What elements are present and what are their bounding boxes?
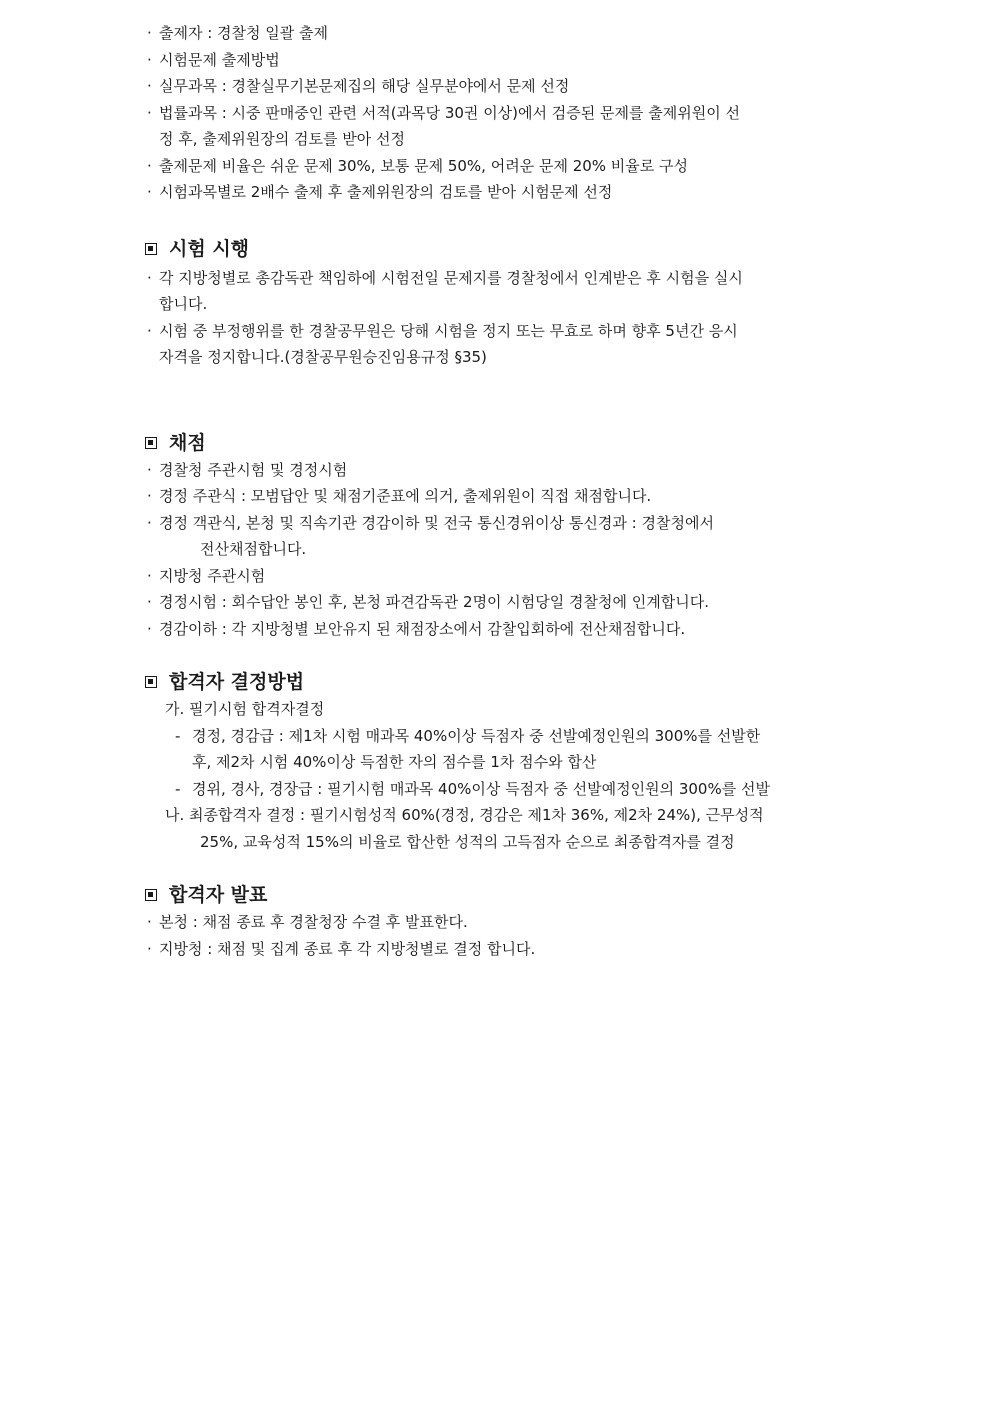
section-title: 합격자 발표	[169, 884, 268, 906]
list-item-continuation: 자격을 정지합니다.(경찰공무원승진임용규정 §35)	[159, 348, 487, 366]
list-item: · 시험과목별로 2배수 출제 후 출제위원장의 검토를 받아 시험문제 선정	[145, 179, 851, 206]
list-item: · 시험문제 출제방법	[145, 47, 851, 74]
list-item: · 경정시험 : 회수답안 봉인 후, 본청 파견감독관 2명이 시험당일 경찰청에 인계합니다.	[145, 589, 851, 616]
list-item: · 경정 주관식 : 모범답안 및 채점기준표에 의거, 출제위원이 직접 채점합니다.	[145, 483, 851, 510]
section-heading-pass-decision	[145, 668, 851, 696]
list-item: · 법률과목 : 시중 판매중인 관련 서적(과목당 30권 이상)에서 검증된 문제를 출제위원이 선	[145, 100, 851, 127]
square-bullet-icon	[145, 676, 157, 688]
list-item: · 지방청 : 채점 및 집계 종료 후 각 지방청별로 결정 합니다.	[145, 936, 851, 963]
list-item: · 경감이하 : 각 지방청별 보안유지 된 채점장소에서 감찰입회하에 전산채점합니다.	[145, 616, 851, 643]
list-item-continuation: 후, 제2차 시험 40%이상 득점한 자의 점수를 1차 점수와 합산	[192, 753, 597, 771]
list-item: - 경정, 경감급 : 제1차 시험 매과목 40%이상 득점자 중 선발예정인원의 300%를 선발한	[145, 723, 851, 750]
section-heading-grading	[145, 429, 851, 457]
section-heading-announcement	[145, 881, 851, 909]
list-item-continuation: 전산채점합니다.	[200, 540, 307, 558]
section-title: 시험 시행	[169, 237, 250, 260]
list-item: · 지방청 주관시험	[145, 563, 851, 590]
list-item: · 시험 중 부정행위를 한 경찰공무원은 당해 시험을 정지 또는 무효로 하며 향후 5년간 응시	[145, 318, 851, 345]
square-bullet-icon	[145, 437, 157, 449]
list-item-continuation: 정 후, 출제위원장의 검토를 받아 선정	[159, 130, 405, 148]
list-item: · 본청 : 채점 종료 후 경찰청장 수결 후 발표한다.	[145, 909, 851, 936]
list-item: · 출제자 : 경찰청 일괄 출제	[145, 20, 851, 47]
list-item-continuation: 25%, 교육성적 15%의 비율로 합산한 성적의 고득점자 순으로 최종합격자를 결정	[200, 832, 735, 851]
list-item: · 각 지방청별로 총감독관 책임하에 시험전일 문제지를 경찰청에서 인계받은 후 시험을 실시	[145, 265, 851, 292]
square-bullet-icon	[145, 243, 157, 255]
sub-heading: 가. 필기시험 합격자결정	[165, 700, 325, 718]
list-item: · 경찰청 주관시험 및 경정시험	[145, 457, 851, 484]
square-bullet-icon	[145, 889, 157, 901]
list-item: · 출제문제 비율은 쉬운 문제 30%, 보통 문제 50%, 어려운 문제 20% 비율로 구성	[145, 153, 851, 180]
document-page	[145, 20, 851, 962]
exam-question-section	[145, 20, 851, 206]
section-heading-exam-conduct	[145, 235, 851, 263]
section-title: 합격자 결정방법	[169, 671, 305, 693]
list-item: - 경위, 경사, 경장급 : 필기시험 매과목 40%이상 득점자 중 선발예정인원의 300%를 선발	[145, 776, 851, 803]
list-item-continuation: 합니다.	[159, 295, 208, 313]
section-title: 채점	[169, 431, 206, 454]
sub-heading: 나. 최종합격자 결정 : 필기시험성적 60%(경정, 경감은 제1차 36%, 제2차 24%), 근무성적	[165, 806, 764, 824]
list-item: · 경정 객관식, 본청 및 직속기관 경감이하 및 전국 통신경위이상 통신경과 : 경찰청에서	[145, 510, 851, 537]
list-item: · 실무과목 : 경찰실무기본문제집의 해당 실무분야에서 문제 선정	[145, 73, 851, 100]
